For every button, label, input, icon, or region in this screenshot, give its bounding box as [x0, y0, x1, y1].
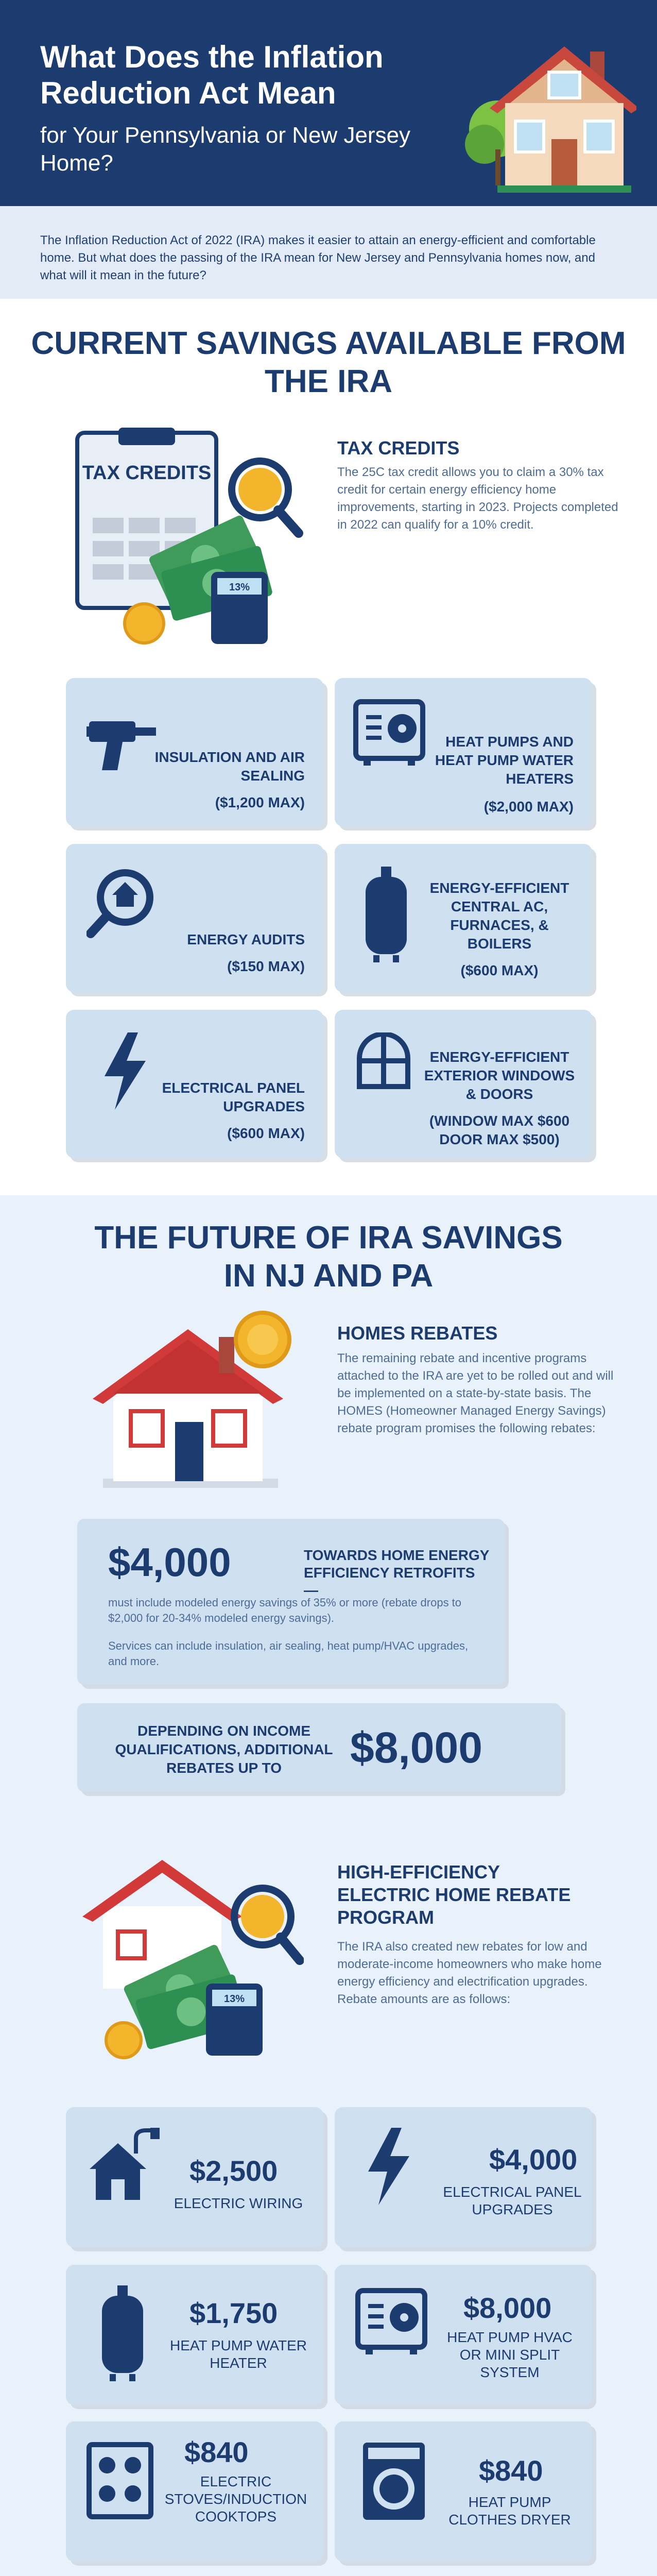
rebate-amount: $2,500 — [189, 2155, 278, 2187]
tax-credits-body: The 25C tax credit allows you to claim a 30% tax credit for certain energy efficiency home improvements, starting in 2023. Projects completed in 2022 can qualify for a 10% credit. — [337, 465, 618, 532]
window-icon — [355, 1032, 412, 1089]
rebate-electrical-panel — [335, 2107, 592, 2247]
hero-banner — [0, 0, 657, 206]
retrofit-detail: must include modeled energy savings of 35% or more (rebate drops to $2,000 for 20-34% modeled energy savings). — [108, 1596, 462, 1624]
income-rebate-amount: $8,000 — [350, 1723, 482, 1772]
dryer-icon — [360, 2440, 427, 2522]
heat-pump-icon — [353, 697, 425, 769]
heat-pump-icon — [355, 2285, 427, 2358]
rebate-label: ELECTRICAL PANEL UPGRADES — [443, 2184, 582, 2217]
card-amount: (WINDOW MAX $600 DOOR MAX $500) — [429, 1113, 570, 1147]
electric-rebate-title: HIGH-EFFICIENCY ELECTRIC HOME REBATE PROGRAM — [337, 1861, 571, 1928]
calculator-display: 13% — [223, 1993, 245, 2005]
house-money-illustration-icon — [67, 1855, 304, 2061]
card-energy-audits — [66, 844, 323, 992]
rebate-heat-pump-hvac — [335, 2265, 592, 2405]
future-heading: THE FUTURE OF IRA SAVINGS IN NJ AND PA — [94, 1220, 563, 1294]
lightning-icon — [102, 1032, 148, 1110]
water-heater-icon — [360, 867, 412, 964]
rebate-clothes-dryer — [335, 2421, 592, 2562]
rebate-label: HEAT PUMP WATER HEATER — [169, 2337, 307, 2371]
card-electrical-panel — [66, 1010, 323, 1158]
current-savings-heading: CURRENT SAVINGS AVAILABLE FROM THE IRA — [31, 326, 626, 399]
tax-credits-title: TAX CREDITS — [337, 437, 460, 459]
clipboard-label: TAX CREDITS — [82, 462, 212, 484]
card-label: INSULATION AND AIR SEALING — [154, 749, 305, 784]
retrofit-amount: $4,000 — [108, 1539, 231, 1585]
card-label: ENERGY-EFFICIENT EXTERIOR WINDOWS & DOORS — [424, 1049, 575, 1102]
retrofit-title: TOWARDS HOME ENERGY EFFICIENCY RETROFITS— — [304, 1547, 489, 1598]
card-label: HEAT PUMPS AND HEAT PUMP WATER HEATERS — [435, 734, 574, 787]
card-amount: ($600 MAX) — [460, 962, 539, 978]
page-subtitle: for Your Pennsylvania or New Jersey Home? — [40, 123, 411, 176]
red-house-illustration-icon — [82, 1309, 299, 1494]
rebate-amount: $840 — [479, 2454, 543, 2487]
rebate-amount: $4,000 — [489, 2143, 578, 2176]
income-rebate-text: DEPENDING ON INCOME QUALIFICATIONS, ADDITIONAL REBATES UP TO — [115, 1723, 333, 1776]
electric-rebate-body: The IRA also created new rebates for low and moderate-income homeowners who make home energy efficiency and electrification upgrades. Rebate amounts are as follows: — [337, 1940, 602, 2006]
retrofit-services: Services can include insulation, air sealing, heat pump/HVAC upgrades, and more. — [108, 1639, 469, 1668]
lightning-icon — [366, 2123, 412, 2210]
retrofit-rebate-panel — [77, 1519, 505, 1685]
magnifier-house-icon — [87, 867, 159, 939]
rebate-label: HEAT PUMP HVAC OR MINI SPLIT SYSTEM — [447, 2329, 573, 2380]
calculator-display: 13% — [229, 582, 250, 593]
card-amount: ($600 MAX) — [227, 1125, 305, 1141]
rebate-amount: $8,000 — [463, 2292, 552, 2324]
cooktop-icon — [87, 2442, 153, 2519]
intro-section — [0, 206, 657, 299]
water-heater-icon — [97, 2280, 148, 2388]
income-rebate-panel — [77, 1703, 561, 1792]
card-amount: ($150 MAX) — [227, 958, 305, 974]
rebate-water-heater — [66, 2265, 323, 2405]
rebate-amount: $840 — [184, 2436, 249, 2468]
homes-rebates-title: HOMES REBATES — [337, 1323, 498, 1344]
card-label: ENERGY-EFFICIENT CENTRAL AC, FURNACES, & BOILERS — [429, 880, 569, 952]
rebate-amount: $1,750 — [189, 2297, 278, 2329]
card-central-ac — [335, 844, 592, 992]
card-insulation — [66, 678, 323, 826]
card-label: ELECTRICAL PANEL UPGRADES — [162, 1080, 305, 1114]
page-title: What Does the Inflation Reduction Act Mean — [40, 40, 384, 110]
rebate-label: HEAT PUMP CLOTHES DRYER — [448, 2494, 571, 2528]
card-windows-doors — [335, 1010, 592, 1158]
homes-rebates-body: The remaining rebate and incentive programs attached to the IRA are yet to be rolled out and will be implemented on a state-by-state basis. The HOMES (Homeowner Managed Energy Savings) rebate program promises the following rebates: — [337, 1351, 614, 1435]
card-amount: ($1,200 MAX) — [215, 794, 305, 810]
rebate-cooktops — [66, 2421, 323, 2562]
card-amount: ($2,000 MAX) — [483, 799, 574, 815]
tax-credits-illustration-icon — [67, 428, 304, 649]
house-plug-icon — [84, 2128, 162, 2205]
rebate-electric-wiring — [66, 2107, 323, 2247]
house-illustration-icon — [461, 31, 636, 196]
card-heat-pumps — [335, 678, 592, 826]
rebate-label: ELECTRIC WIRING — [174, 2195, 303, 2211]
intro-text: The Inflation Reduction Act of 2022 (IRA) makes it easier to attain an energy-efficient and comfortable home. But what does the passing of the IRA mean for New Jersey and Pennsylvania homes now, and what will it mean in the future? — [40, 233, 596, 282]
rebate-label: ELECTRIC STOVES/INDUCTION COOKTOPS — [164, 2473, 307, 2524]
card-label: ENERGY AUDITS — [187, 931, 305, 947]
